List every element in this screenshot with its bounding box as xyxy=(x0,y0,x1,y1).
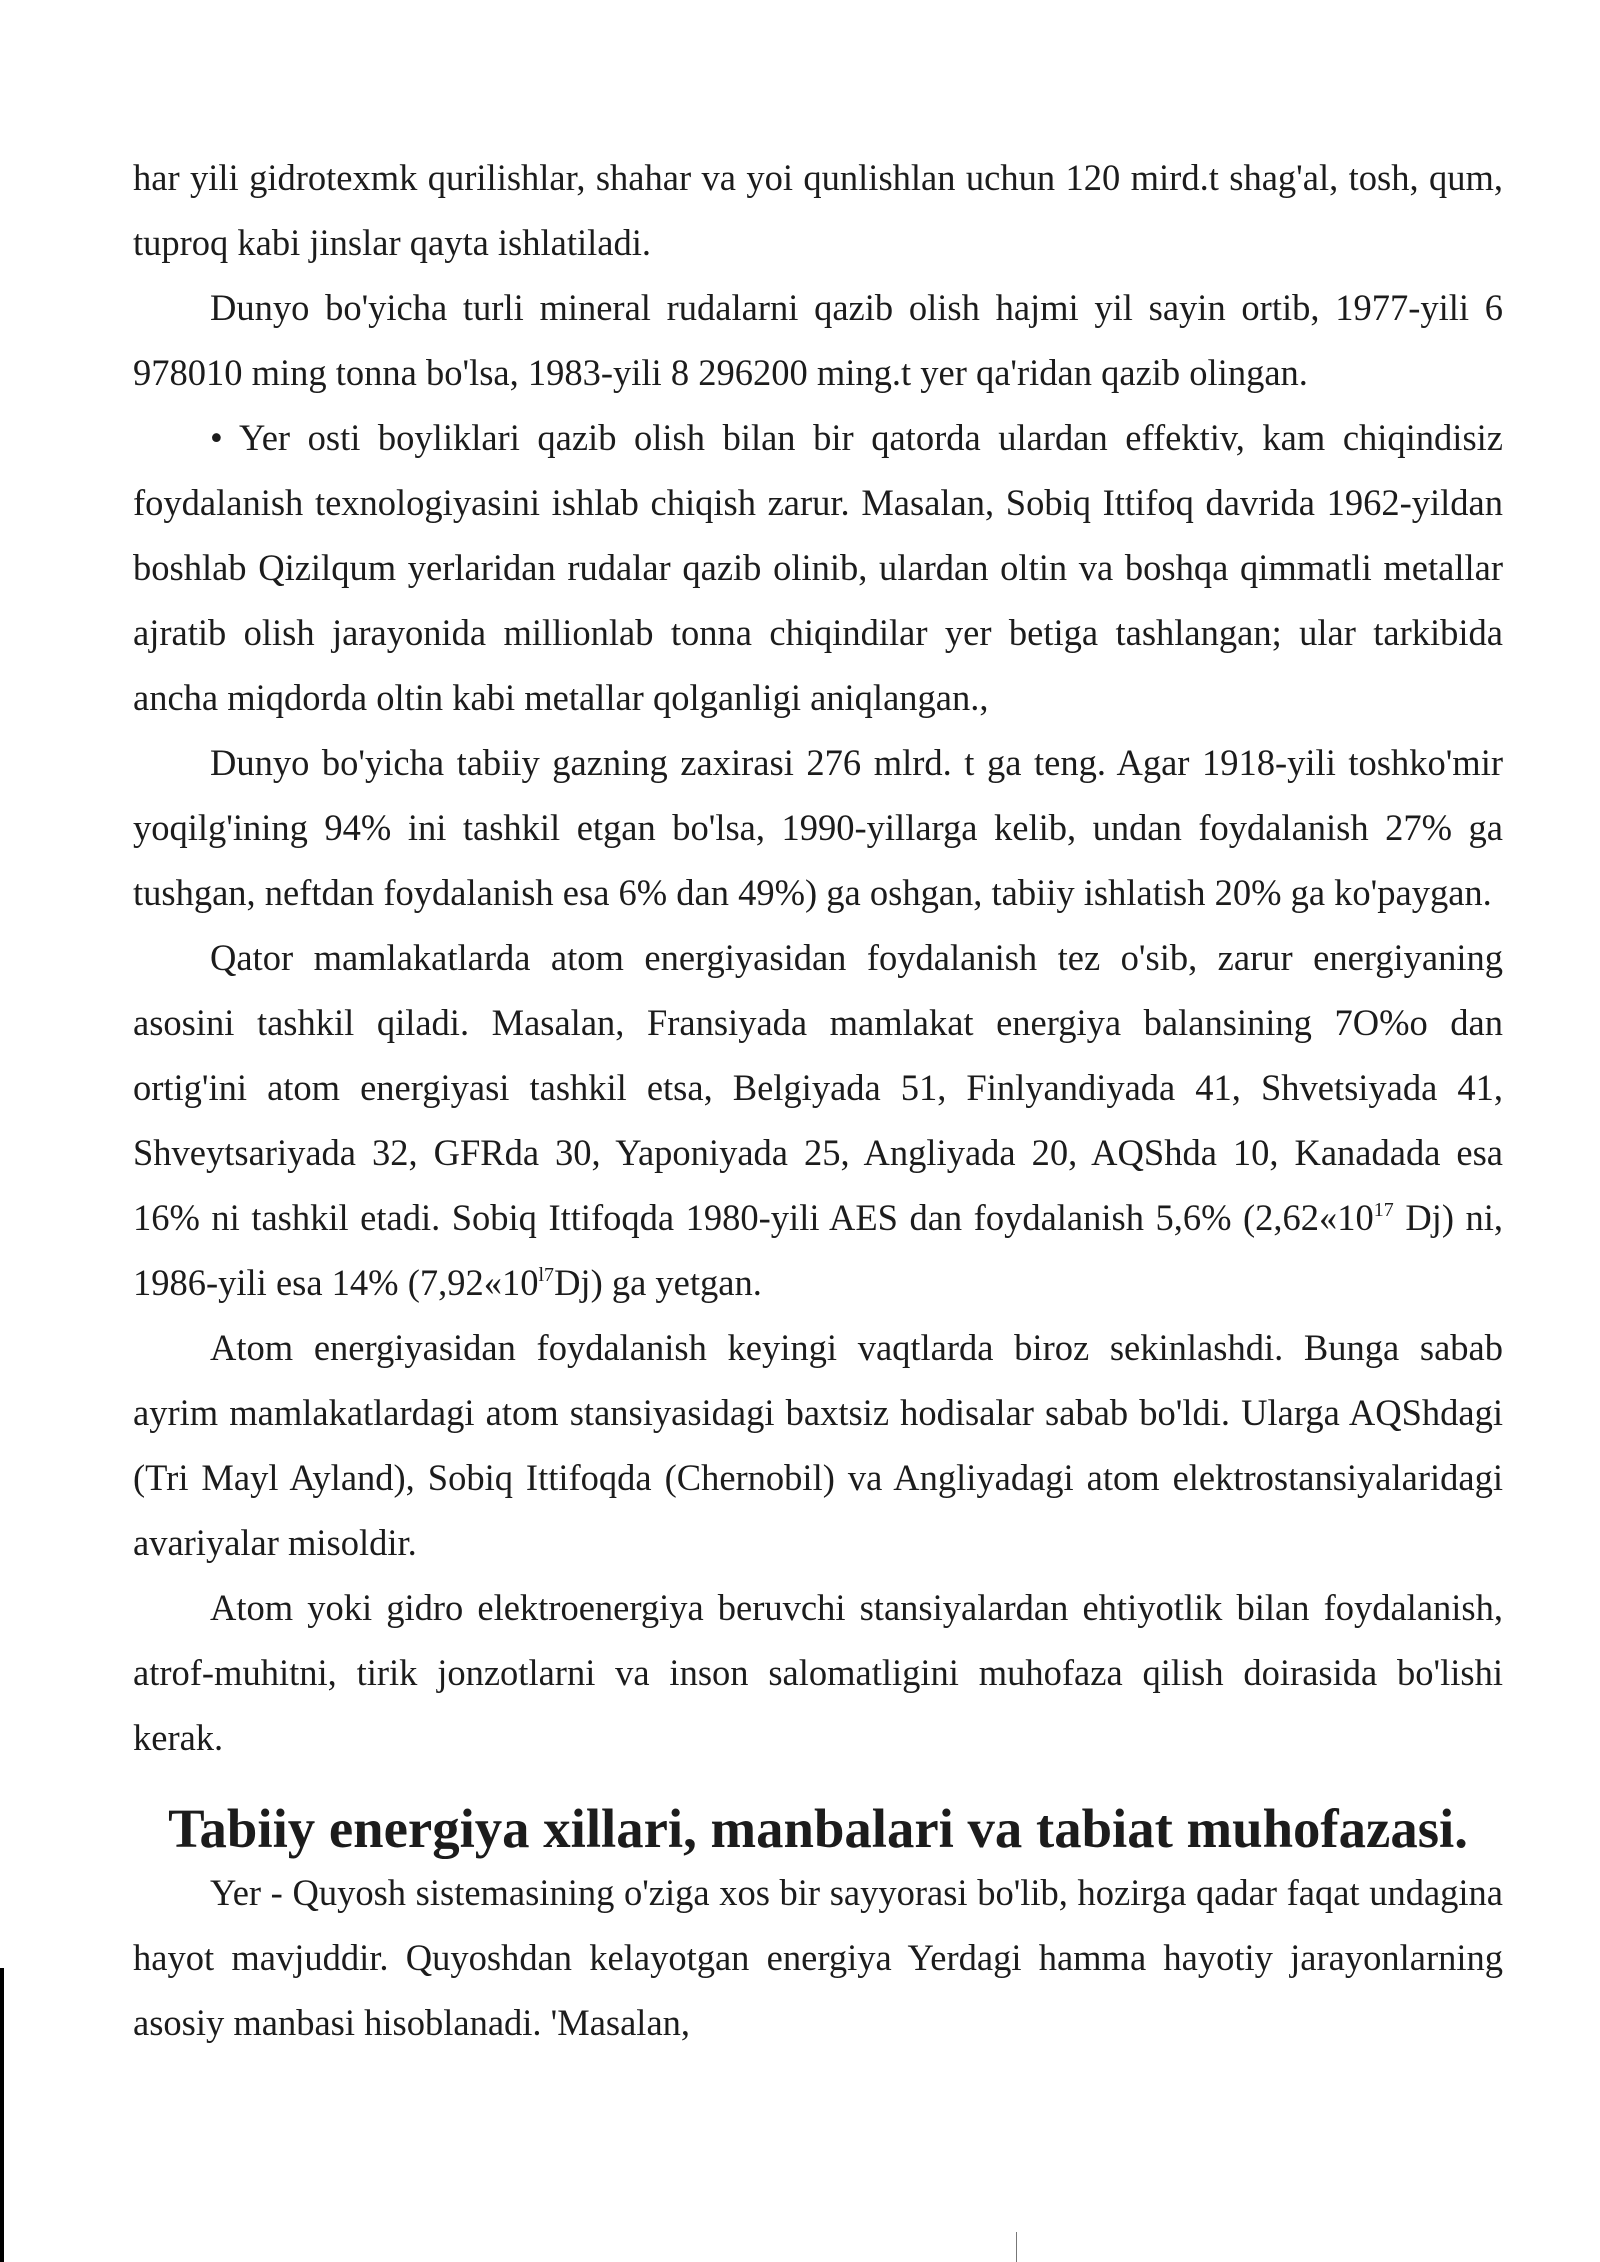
atomic-text-b: Dj) ni, 1986-yili esa 14% (7,92«10 xyxy=(133,1197,1503,1303)
exponent-a: 17 xyxy=(1373,1199,1394,1221)
paragraph-earth-sun: Yer - Quyosh sistemasining o'ziga xos bir sayyorasi bo'lib, hozirga qadar faqat undagina hayot mavjuddir. Quyoshdan kelayotgan energiya Yerdagi hamma hayotiy jarayonlarning asosiy manbasi hisoblanadi. 'Masalan, xyxy=(133,1872,1503,2043)
atomic-text-c: Dj) ga yetgan. xyxy=(554,1262,762,1303)
paragraph-mineral-mining: Dunyo bo'yicha turli mineral rudalarni qazib olish hajmi yil sayin ortib, 1977-yili 6 978010 ming tonna bo'lsa, 1983-yili 8 296200 ming.t yer qa'ridan qazib olingan. xyxy=(133,287,1503,393)
paragraph-careful-use: Atom yoki gidro elektroenergiya beruvchi stansiyalardan ehtiyotlik bilan foydalanish, atrof-muhitni, tirik jonzotlarni va inson salomatligini muhofaza qilish doirasida bo'lishi kerak. xyxy=(133,1587,1503,1758)
paragraph-continuation: har yili gidrotexmk qurilishlar, shahar va yoi qunlishlan uchun 120 mird.t shag'al, tosh, qum, tuproq kabi jinslar qayta ishlatiladi. xyxy=(133,157,1503,263)
section-heading: Tabiiy energiya xillari, manbalari va tabiat muhofazasi. xyxy=(168,1798,1468,1859)
left-edge-bar xyxy=(0,1968,4,2262)
paragraph-atomic-energy xyxy=(133,925,1503,1315)
text-cursor-mark xyxy=(1016,2232,1017,2262)
document-page xyxy=(133,145,1503,2055)
exponent-b: l7 xyxy=(538,1264,555,1286)
paragraph-waste-free-technology: • Yer osti boyliklari qazib olish bilan bir qatorda ulardan effektiv, kam chiqindisiz foydalanish texnologiyasini ishlab chiqish zarur. Masalan, Sobiq Ittifoq davrida 1962-yildan boshlab Qizilqum yerlaridan rudalar qazib olinib, ulardan oltin va boshqa qimmatli metallar ajratib olish jarayonida millionlab tonna chiqindilar yer betiga tashlangan; ular tarkibida ancha miqdorda oltin kabi metallar qolganligi aniqlangan., xyxy=(133,417,1503,718)
atomic-text-a: Qator mamlakatlarda atom energiyasidan foydalanish tez o'sib, zarur energiyaning asosini tashkil qiladi. Masalan, Fransiyada mamlakat energiya balansining 7O%o dan ortig'ini atom energiyasi tashkil etsa, Belgiyada 51, Finlyandiyada 41, Shvetsiyada 41, Shveytsariyada 32, GFRda 30, Yaponiyada 25, Angliyada 20, AQShda 10, Kanadada esa 16% ni tashkil etadi. Sobiq Ittifoqda 1980-yili AES dan foydalanish 5,6% (2,62«10 xyxy=(133,937,1503,1238)
paragraph-atomic-slowdown: Atom energiyasidan foydalanish keyingi vaqtlarda biroz sekinlashdi. Bunga sabab ayrim mamlakatlardagi atom stansiyasidagi baxtsiz hodisalar sabab bo'ldi. Ularga AQShdagi (Tri Mayl Ayland), Sobiq Ittifoqda (Chernobil) va Angliyadagi atom elektrostansiyalaridagi avariyalar misoldir. xyxy=(133,1327,1503,1563)
paragraph-natural-gas: Dunyo bo'yicha tabiiy gazning zaxirasi 276 mlrd. t ga teng. Agar 1918-yili toshko'mir yoqilg'ining 94% ini tashkil etgan bo'lsa, 1990-yillarga kelib, undan foydalanish 27% ga tushgan, neftdan foydalanish esa 6% dan 49%) ga oshgan, tabiiy ishlatish 20% ga ko'paygan. xyxy=(133,742,1503,913)
